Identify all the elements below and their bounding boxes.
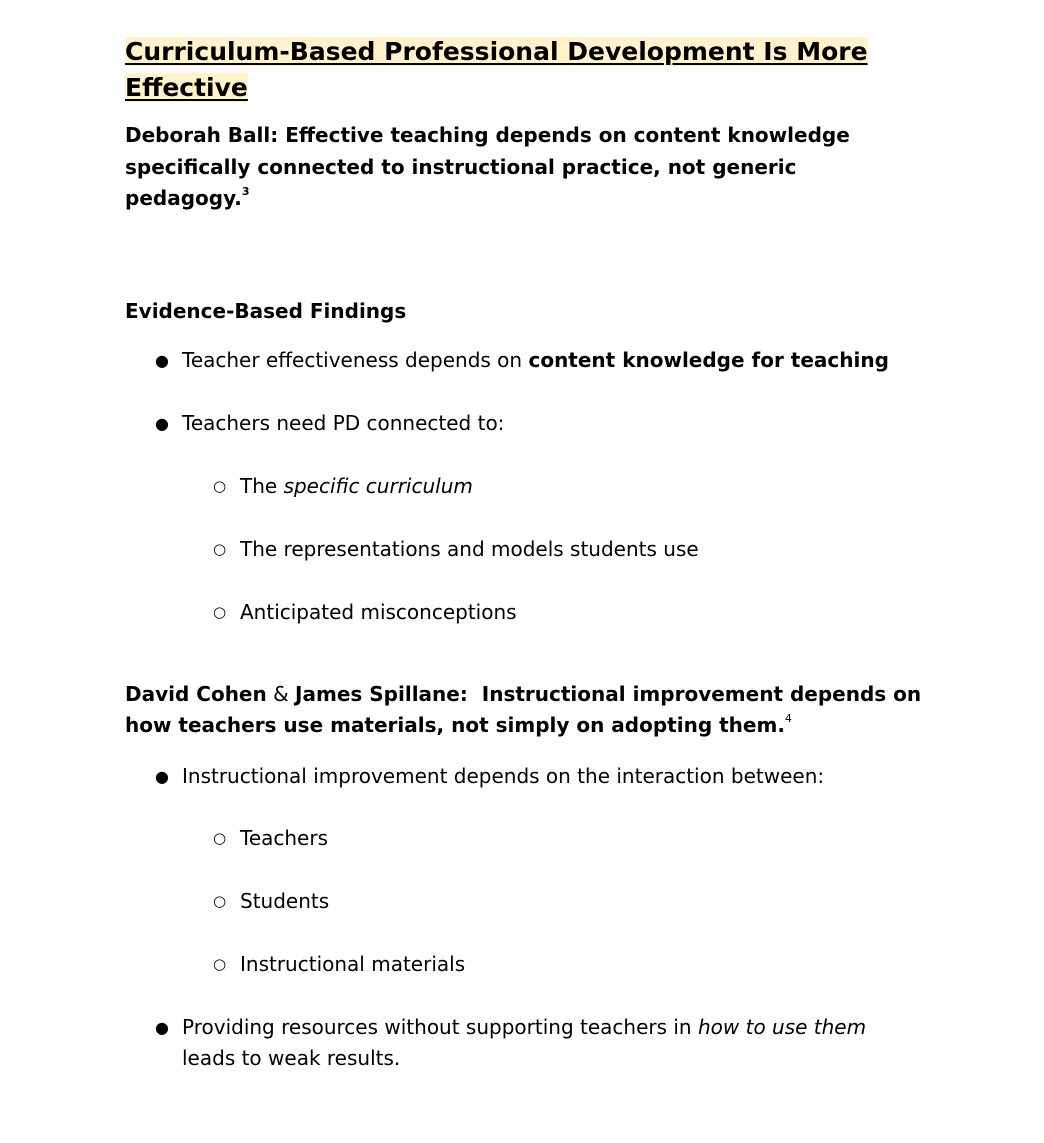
- author-david-cohen: David Cohen: [125, 681, 267, 706]
- bullet-icon: ●: [155, 1017, 169, 1037]
- sub-bullet-icon: ○: [213, 539, 227, 558]
- bullet-wrapped-text: [182, 1012, 902, 1074]
- sub-bullet-item: [125, 886, 965, 917]
- ball-quote: [125, 120, 905, 215]
- sub-bullet-icon: ○: [213, 954, 227, 973]
- sub-bullet-item: [125, 823, 965, 854]
- title-line-1: Curriculum-Based Professional Development Is More: [125, 37, 868, 66]
- bullet-italic-text: how to use them: [697, 1014, 867, 1039]
- bullet-icon: ●: [155, 413, 169, 433]
- bullet-icon: ●: [155, 766, 169, 786]
- title-line-2: Effective: [125, 73, 248, 102]
- bullet-text: Teacher effectiveness depends on: [182, 347, 529, 372]
- sub-bullet-icon: ○: [213, 828, 227, 847]
- bullet-text-suffix: leads to weak results.: [182, 1045, 401, 1070]
- sub-bullet-item: [125, 949, 965, 980]
- footnote-ref-4[interactable]: 4: [784, 712, 792, 726]
- ball-quote-text: Deborah Ball: Effective teaching depends on content knowledge specifically connected to instructional practice, not generic pedagogy.: [125, 123, 850, 210]
- sub-bullet-item: [125, 534, 965, 565]
- sub-bullet-item: [125, 471, 965, 502]
- cohen-spillane-quote: [125, 679, 945, 742]
- bullet-item: [125, 408, 965, 439]
- ampersand: &: [266, 681, 296, 706]
- sub-bullet-item: [125, 597, 965, 628]
- bullet-text: Instructional improvement depends on the interaction between:: [182, 763, 825, 788]
- bullet-text: Teachers need PD connected to:: [182, 410, 505, 435]
- bullet-bold-text: content knowledge for teaching: [528, 347, 889, 372]
- sub-bullet-text: Anticipated misconceptions: [240, 599, 517, 624]
- page-title: [125, 34, 965, 106]
- author-james-spillane: James Spillane:: [295, 681, 468, 706]
- sub-bullet-icon: ○: [213, 891, 227, 910]
- sub-bullet-icon: ○: [213, 476, 227, 495]
- sub-bullet-text: The representations and models students use: [240, 536, 699, 561]
- cohen-spillane-claim: Instructional improvement depends on how teachers use materials, not simply on adopting them.: [125, 681, 929, 737]
- sub-bullet-text: Students: [240, 888, 330, 913]
- sub-bullet-italic-text: specific curriculum: [283, 473, 473, 498]
- sub-bullet-text: The: [240, 473, 284, 498]
- bullet-icon: ●: [155, 350, 169, 370]
- sub-bullet-icon: ○: [213, 602, 227, 621]
- document-page: [125, 34, 965, 1074]
- evidence-heading: Evidence-Based Findings: [125, 298, 407, 323]
- bullet-item: [125, 1012, 965, 1074]
- sub-bullet-text: Instructional materials: [240, 951, 466, 976]
- footnote-ref-3[interactable]: 3: [241, 185, 250, 199]
- bullet-text: Providing resources without supporting teachers in: [182, 1014, 698, 1039]
- sub-bullet-text: Teachers: [240, 825, 328, 850]
- bullet-item: [125, 345, 965, 376]
- bullet-item: [125, 761, 965, 792]
